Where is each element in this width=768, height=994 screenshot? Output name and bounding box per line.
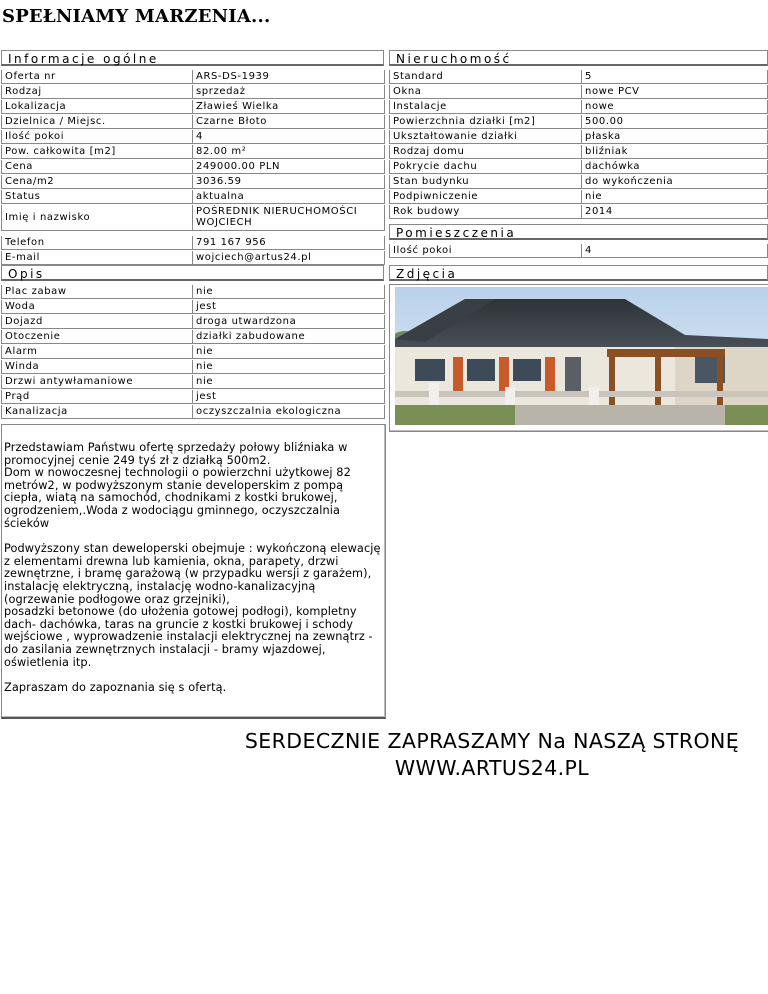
general-row-value: 791 167 956 [193,236,385,250]
property-row-label: Rodzaj domu [389,145,582,159]
property-row-value: płaska [582,130,768,144]
feature-row-value: jest [193,390,385,404]
feature-row-value: działki zabudowane [193,330,385,344]
general-row-value: 3036.59 [193,175,385,189]
general-row-label: Rodzaj [1,85,193,99]
page-title: SPEŁNIAMY MARZENIA... [2,6,271,27]
feature-row-label: Alarm [1,345,193,359]
feature-row-label: Kanalizacja [1,405,193,419]
general-row-label: Cena [1,160,193,174]
general-row-label: Ilość pokoi [1,130,193,144]
footer-website[interactable]: WWW.ARTUS24.PL [394,756,590,780]
general-row-value: POŚREDNIK NIERUCHOMOŚCI WOJCIECH [193,205,385,231]
feature-row-value: nie [193,360,385,374]
feature-row-label: Drzwi antywłamaniowe [1,375,193,389]
feature-row-label: Winda [1,360,193,374]
general-row-label: E-mail [1,251,193,265]
property-row-value: 5 [582,70,768,84]
description-paragraph-3: Zapraszam do zapoznania się s ofertą. [4,681,227,695]
description-paragraph-2: Podwyższony stan deweloperski obejmuje : wykończoną elewację z elementami drewna lub kamienia, okna, parapety, drzwi zewnętrzne, i bramę garażową (w przypadku wersji z garażem), instalację elektryczną, instalację wodno-kanalizacyjną (ogrzewanie podłogowe oraz grzejniki), posadzki betonowe (do ułożenia gotowej podłogi), kompletny dach- dachówka, taras na gruncie z kostki brukowej i schody wejściowe , wyprowadzenie instalacji elektrycznej na zewnątrz - do zasilania zewnętrznych instalacji - bramy wjazdowej, oświetlenia itp. [4,542,381,669]
general-row-label: Lokalizacja [1,100,193,114]
feature-row-value: jest [193,300,385,314]
property-row-label: Rok budowy [389,205,582,219]
section-header-property: Nieruchomość [389,50,768,66]
footer-line-1: SERDECZNIE ZAPRASZAMY Na NASZĄ STRONĘ [244,729,740,753]
footer-invitation [216,728,768,782]
property-row-label: Ukształtowanie działki [389,130,582,144]
feature-row-label: Woda [1,300,193,314]
property-row-label: Pokrycie dachu [389,160,582,174]
description-text [4,442,382,708]
rooms-row-label: Ilość pokoi [389,244,582,258]
section-header-general: Informacje ogólne [1,50,384,66]
feature-row-value: nie [193,285,385,299]
feature-row-label: Plac zabaw [1,285,193,299]
property-row-value: 500.00 [582,115,768,129]
rooms-row-value: 4 [582,244,768,258]
general-row-value: 249000.00 PLN [193,160,385,174]
property-row-value: do wykończenia [582,175,768,189]
section-header-rooms: Pomieszczenia [389,224,768,240]
general-row-label: Oferta nr [1,70,193,84]
general-row-label: Cena/m2 [1,175,193,189]
feature-row-label: Dojazd [1,315,193,329]
feature-row-label: Prąd [1,390,193,404]
general-row-value: 4 [193,130,385,144]
property-row-label: Stan budynku [389,175,582,189]
property-row-value: nowe PCV [582,85,768,99]
general-row-label: Telefon [1,236,193,250]
general-row-value: Czarne Błoto [193,115,385,129]
general-row-value: ARS-DS-1939 [193,70,385,84]
feature-row-value: nie [193,345,385,359]
general-row-label: Status [1,190,193,204]
section-header-description: Opis [1,265,384,281]
section-header-photos: Zdjęcia [389,265,768,281]
property-row-value: 2014 [582,205,768,219]
general-row-label: Pow. całkowita [m2] [1,145,193,159]
property-row-label: Powierzchnia działki [m2] [389,115,582,129]
feature-row-value: nie [193,375,385,389]
general-row-value: Zławieś Wielka [193,100,385,114]
property-row-value: nowe [582,100,768,114]
property-row-label: Podpiwniczenie [389,190,582,204]
general-row-value: wojciech@artus24.pl [193,251,385,265]
property-row-value: nie [582,190,768,204]
general-row-label: Imię i nazwisko [1,205,193,231]
property-row-label: Okna [389,85,582,99]
feature-row-label: Otoczenie [1,330,193,344]
house-photo[interactable] [395,287,768,425]
feature-row-value: oczyszczalnia ekologiczna [193,405,385,419]
general-row-label: Dzielnica / Miejsc. [1,115,193,129]
general-row-value: sprzedaż [193,85,385,99]
feature-row-value: droga utwardzona [193,315,385,329]
property-row-value: dachówka [582,160,768,174]
general-row-value: aktualna [193,190,385,204]
property-row-value: bliźniak [582,145,768,159]
property-row-label: Instalacje [389,100,582,114]
property-row-label: Standard [389,70,582,84]
description-paragraph-1: Przedstawiam Państwu ofertę sprzedaży połowy bliźniaka w promocyjnej cenie 249 tyś zł z działką 500m2. Dom w nowoczesnej technologii o powierzchni użytkowej 82 metrów2, w podwyższonym stanie developerskim z pompą ciepła, wiatą na samochód, chodnikami z kostki brukowej, ogrodzeniem,.Woda z wodociągu gminnego, oczyszczalnia ścieków [4,441,351,530]
general-row-value: 82.00 m² [193,145,385,159]
